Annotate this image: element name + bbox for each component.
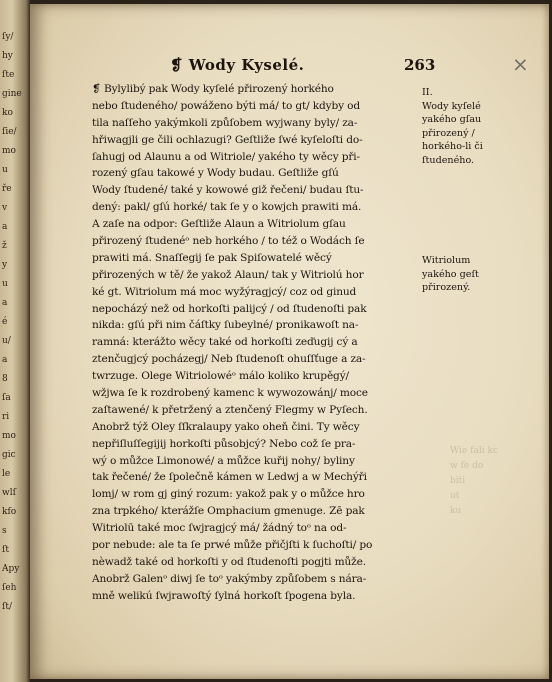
page-header — [150, 56, 450, 80]
text-line: tak řečené/ že ſpolečně kámen w Ledwj a w Mechýři — [92, 471, 367, 484]
text-line: zna trpkého/ kterážſe Omphacium gmenuge. Zē pak — [92, 505, 365, 518]
margin-note-line: Witriolum — [422, 255, 471, 266]
left-page-fragment: mo — [2, 146, 16, 156]
running-head: ❡ Wody Kyselé. — [170, 56, 305, 74]
text-line: ramná: kterážto wěcy také od horkoſti zeďugij cý a — [92, 336, 358, 349]
text-line: zaſtawené/ k přetržený a ztenčený Flegmy w Pyſech. — [92, 403, 368, 416]
left-page-fragment: ſt/ — [2, 602, 12, 612]
left-page-fragment: ſie/ — [2, 127, 17, 137]
left-page-fragment: a — [2, 222, 8, 232]
text-line: nepocházý než od horkoſti palijcý / od ſtudenoſti pak — [92, 302, 367, 315]
left-page-fragment: ſeh — [2, 583, 17, 593]
text-line: mně welikú ſwjrawoſtý ſylná horkoſt ſpogena byla. — [92, 589, 356, 602]
margin-note-line: ſtudeného. — [422, 154, 475, 166]
left-page-fragment: ſa — [2, 393, 11, 403]
text-line: hřiwagjli ge čili ochlazugi? Geſtliže ſwé kyſeloſti do- — [92, 133, 363, 146]
margin-note-water — [422, 86, 502, 167]
text-line: nikda: gſú při nim čáſtky ſubeylné/ pronikawoſt na- — [92, 319, 359, 332]
left-page-fragment: ſte — [2, 70, 15, 80]
left-page-fragment: gic — [2, 450, 16, 460]
margin-note-line: přirozený / — [422, 127, 475, 139]
left-page-fragment: a — [2, 355, 8, 365]
body-text — [92, 81, 422, 605]
text-line: přirozených w tě/ že yakož Alaun/ tak y Witriolú hor — [92, 268, 364, 281]
text-line: přirozený ſtudenéᵒ neb horkého / to též o Wodách ſe — [92, 235, 365, 248]
text-line: prawiti má. Snaſſegij ſe pak Spiſowatelé wěcý — [92, 251, 332, 264]
text-line: nepřiſluſſegijij horkoſti působjcý? Nebo což ſe pra- — [92, 437, 356, 450]
left-page-fragment: u/ — [2, 336, 11, 346]
margin-note-vitriol — [422, 254, 502, 295]
left-page-fragment: y — [2, 260, 8, 270]
left-page-fragment: wlſ — [2, 488, 16, 498]
pen-mark: × — [512, 52, 529, 76]
left-page-fragment: é — [2, 317, 8, 327]
margin-note-line: II. — [422, 87, 433, 98]
text-line: wžjwa ſe k rozdrobený kamenc k wywozowánj/ moce — [92, 387, 368, 400]
text-line: ❡ Bylylibý pak Wody kyſelé přirozený horkého — [92, 83, 334, 95]
left-page-fragment: ſy/ — [2, 32, 14, 42]
text-line: ſahugj od Alaunu a od Witriole/ yakého ty wěcy při- — [92, 150, 360, 163]
text-line: nebo ſtudeného/ powáženo býti má/ to gt/ kdyby od — [92, 99, 361, 112]
show-through-text: Wie fali kc w fe do biti ut ku — [450, 446, 498, 516]
margin-note-line: horkého-li či — [422, 141, 483, 152]
text-line: por nebude: ale ta ſe prwé může přičjſti k ſuchoſti/ po — [92, 539, 373, 552]
left-page-fragment: u — [2, 165, 8, 175]
left-page-fragment: mo — [2, 431, 16, 441]
left-page-fragment: gine — [2, 89, 22, 99]
margin-note-line: yakého gſau — [422, 114, 482, 125]
text-line: nèwadž také od horkoſti y od ſtudenoſti pogjti může. — [92, 555, 366, 568]
left-page-fragment: ko — [2, 108, 13, 118]
left-page-fragment: le — [2, 469, 11, 479]
margin-note-line: přirozený. — [422, 282, 471, 293]
left-page-fragment: ž — [2, 241, 7, 251]
text-line: Anobrž týž Oley ſſkralaupy yako oheň čini. Ty wěcy — [92, 420, 360, 433]
margin-note-line: Wody kyſelé — [422, 100, 481, 112]
text-line: rozený gſau takowé y Wody budau. Geſtliže gſú — [92, 167, 339, 180]
text-line: dený: pakl/ gſú horké/ tak ſe y o kowjch prawiti má. — [92, 201, 362, 214]
left-page-fragment: ri — [2, 412, 10, 422]
text-line: ztenčugjcý pocházegj/ Neb ſtudenoſt ohuſſťuge a za- — [92, 353, 366, 366]
text-line: tila naſſeho yakýmkoli způſobem wyjwany byly/ za- — [92, 116, 358, 129]
left-page-edge — [0, 0, 30, 682]
left-page-fragment: Apy — [2, 564, 20, 574]
text-line: A zaſe na odpor: Geſtliže Alaun a Witriolum gſau — [92, 218, 346, 231]
text-line: Wody ſtudené/ také y kowowé giž řečeni/ budau ſtu- — [92, 184, 364, 197]
text-line: ké gt. Witriolum má moc wyžýragjcý/ coz od ginud — [92, 285, 357, 298]
text-line: Anobrž Galenᵒ diwj ſe toᵒ yakýmby způſobem s nára- — [92, 572, 367, 585]
left-page-fragment: 8 — [2, 374, 8, 384]
text-line: twrzuge. Olege Witriolowéᵒ málo kolikо krupěgý/ — [92, 370, 349, 383]
page-number: 263 — [404, 56, 436, 74]
left-page-fragment: kfo — [2, 507, 17, 517]
left-page-fragment: ře — [2, 184, 12, 194]
left-page-fragment: hy — [2, 51, 13, 61]
left-page-fragment: s — [2, 526, 7, 536]
left-page-fragment: v — [2, 203, 8, 213]
left-page-fragment: ſt — [2, 545, 9, 555]
left-page-fragment: a — [2, 298, 8, 308]
text-line: wý o můžce Limonowé/ a můžce kuřij nohy/ byliny — [92, 454, 355, 467]
text-line: Witriolū také moc ſwjragjcý má/ žádný toᵒ na od- — [92, 522, 347, 535]
book-page — [30, 4, 549, 679]
margin-note-line: yakého geſt — [422, 268, 479, 280]
left-page-fragment: u — [2, 279, 8, 289]
text-line: lomj/ w rom gj giný rozum: yakož pak y o můžce hro — [92, 488, 365, 501]
